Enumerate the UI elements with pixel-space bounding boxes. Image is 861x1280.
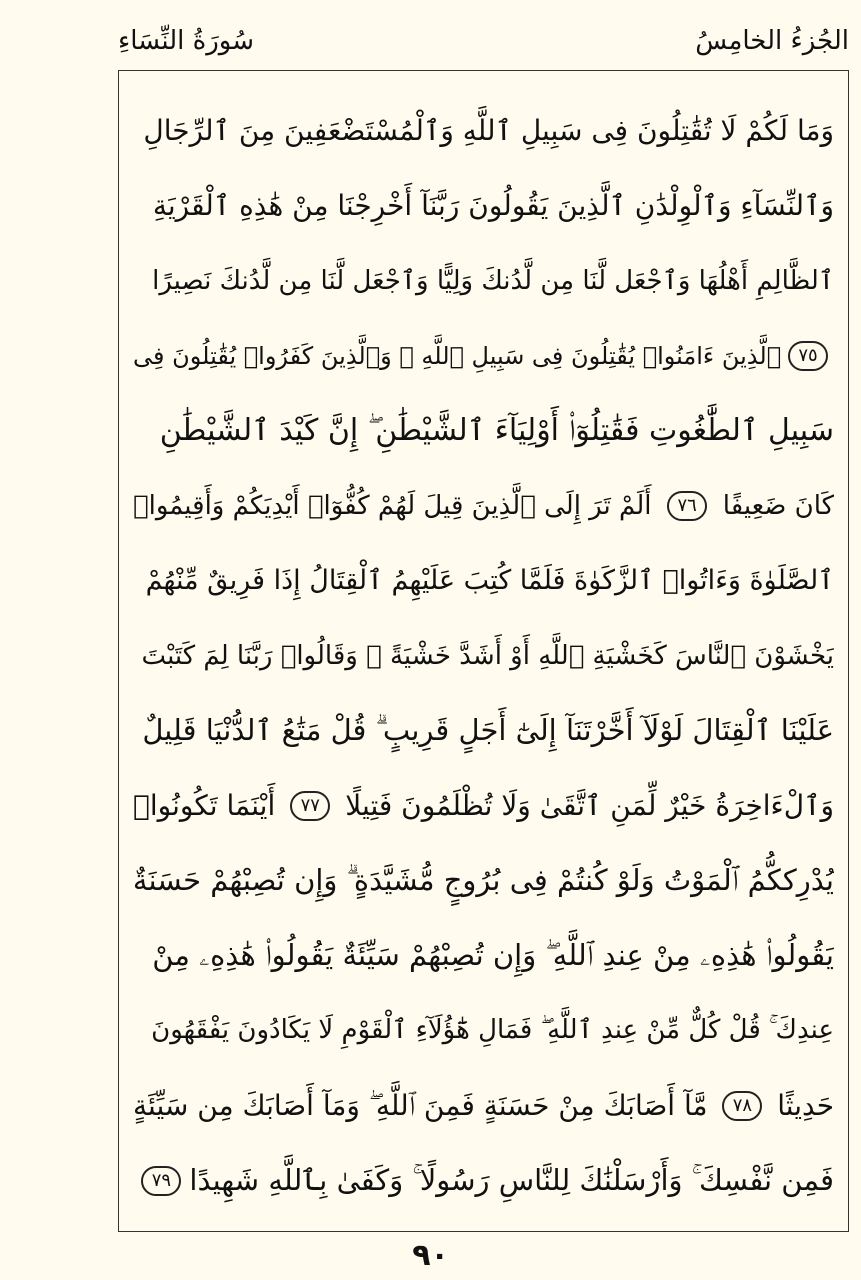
- page-number: ٩٠: [412, 1238, 449, 1273]
- verse-line: [133, 993, 834, 1068]
- verse-line: [133, 918, 834, 993]
- ayah-number-marker: ٧٥: [788, 341, 828, 371]
- verse-text: وَمَا لَكُمْ لَا تُقَٰتِلُونَ فِى سَبِيلِ ٱللَّهِ وَٱلْمُسْتَضْعَفِينَ مِنَ ٱلرِّجَالِ: [143, 114, 834, 147]
- text-frame: [118, 70, 849, 1232]
- verse-text: عِندِكَ ۚ قُلْ كُلٌّ مِّنْ عِندِ ٱللَّهِ ۖ فَمَالِ هَٰٓؤُلَآءِ ٱلْقَوْمِ لَا يَكَادُونَ يَفْقَهُونَ: [151, 1015, 834, 1045]
- verse-text: حَدِيثًا: [777, 1089, 834, 1122]
- verse-text-block: [133, 93, 834, 1218]
- verse-text: أَيْنَمَا تَكُونُوا۟: [133, 789, 276, 822]
- page-header: [118, 18, 849, 62]
- verse-text: أَلَمْ تَرَ إِلَى ٱلَّذِينَ قِيلَ لَهُمْ كُفُّوٓا۟ أَيْدِيَكُمْ وَأَقِيمُوا۟: [133, 490, 652, 521]
- surah-title: سُورَةُ النِّسَاءِ: [118, 26, 254, 56]
- verse-text: يَخْشَوْنَ ٱلنَّاسَ كَخَشْيَةِ ٱللَّهِ أَوْ أَشَدَّ خَشْيَةً ۚ وَقَالُوا۟ رَبَّنَا لِمَ كَتَبْتَ: [141, 640, 834, 671]
- verse-text: فَمِن نَّفْسِكَ ۚ وَأَرْسَلْنَٰكَ لِلنَّاسِ رَسُولًا ۚ وَكَفَىٰ بِٱللَّهِ شَهِيدًا: [189, 1163, 834, 1197]
- verse-text: يُدْرِككُّمُ ٱلْمَوْتُ وَلَوْ كُنتُمْ فِى بُرُوجٍ مُّشَيَّدَةٍ ۗ وَإِن تُصِبْهُمْ حَسَنَةٌ: [133, 863, 834, 897]
- verse-text: يَقُولُوا۟ هَٰذِهِۦ مِنْ عِندِ ٱللَّهِ ۖ وَإِن تُصِبْهُمْ سَيِّئَةٌ يَقُولُوا۟ هَٰذِهِۦ مِنْ: [152, 938, 834, 972]
- ayah-number-marker: ٧٨: [722, 1091, 762, 1121]
- verse-line: [133, 1143, 834, 1218]
- verse-text: ٱلظَّالِمِ أَهْلُهَا وَٱجْعَل لَّنَا مِن لَّدُنكَ وَلِيًّا وَٱجْعَل لَّنَا مِن لَّدُنكَ نَصِيرًا: [152, 265, 834, 296]
- verse-line: [133, 468, 834, 543]
- verse-line: [133, 243, 834, 318]
- verse-line: [133, 768, 834, 843]
- verse-text: مَّآ أَصَابَكَ مِنْ حَسَنَةٍ فَمِنَ ٱللَّهِ ۖ وَمَآ أَصَابَكَ مِن سَيِّئَةٍ: [133, 1088, 708, 1122]
- ayah-number-marker: ٧٩: [141, 1166, 181, 1196]
- verse-line: [133, 93, 834, 168]
- verse-text: سَبِيلِ ٱلطَّٰغُوتِ فَقَٰتِلُوٓا۟ أَوْلِيَآءَ ٱلشَّيْطَٰنِ ۖ إِنَّ كَيْدَ ٱلشَّيْطَٰنِ: [159, 413, 834, 448]
- ayah-number-marker: ٧٧: [290, 791, 330, 821]
- ayah-number-marker: ٧٦: [667, 491, 707, 521]
- verse-text: كَانَ ضَعِيفًا: [722, 490, 834, 521]
- juz-title: الجُزءُ الخامِسُ: [695, 26, 849, 56]
- verse-line: [133, 168, 834, 243]
- verse-line: [133, 618, 834, 693]
- verse-line: [133, 1068, 834, 1143]
- verse-text: ٱلصَّلَوٰةَ وَءَاتُوا۟ ٱلزَّكَوٰةَ فَلَمَّا كُتِبَ عَلَيْهِمُ ٱلْقِتَالُ إِذَا فَرِيقٌ مِّنْهُمْ: [145, 565, 834, 596]
- verse-text: وَٱلنِّسَآءِ وَٱلْوِلْدَٰنِ ٱلَّذِينَ يَقُولُونَ رَبَّنَآ أَخْرِجْنَا مِنْ هَٰذِهِ ٱلْقَرْيَةِ: [152, 189, 834, 222]
- verse-text: ٱلَّذِينَ ءَامَنُوا۟ يُقَٰتِلُونَ فِى سَبِيلِ ٱللَّهِ ۖ وَٱلَّذِينَ كَفَرُوا۟ يُقَٰتِلُونَ فِى: [133, 341, 782, 370]
- verse-line: [133, 693, 834, 768]
- verse-text: عَلَيْنَا ٱلْقِتَالَ لَوْلَآ أَخَّرْتَنَآ إِلَىٰٓ أَجَلٍ قَرِيبٍ ۗ قُلْ مَتَٰعُ ٱلدُّنْيَا قَلِيلٌ: [142, 713, 834, 747]
- verse-line: [133, 843, 834, 918]
- verse-line: [133, 543, 834, 618]
- verse-text: وَٱلْءَاخِرَةُ خَيْرٌ لِّمَنِ ٱتَّقَىٰ وَلَا تُظْلَمُونَ فَتِيلًا: [345, 789, 834, 822]
- verse-line: [133, 318, 834, 393]
- verse-line: [133, 393, 834, 468]
